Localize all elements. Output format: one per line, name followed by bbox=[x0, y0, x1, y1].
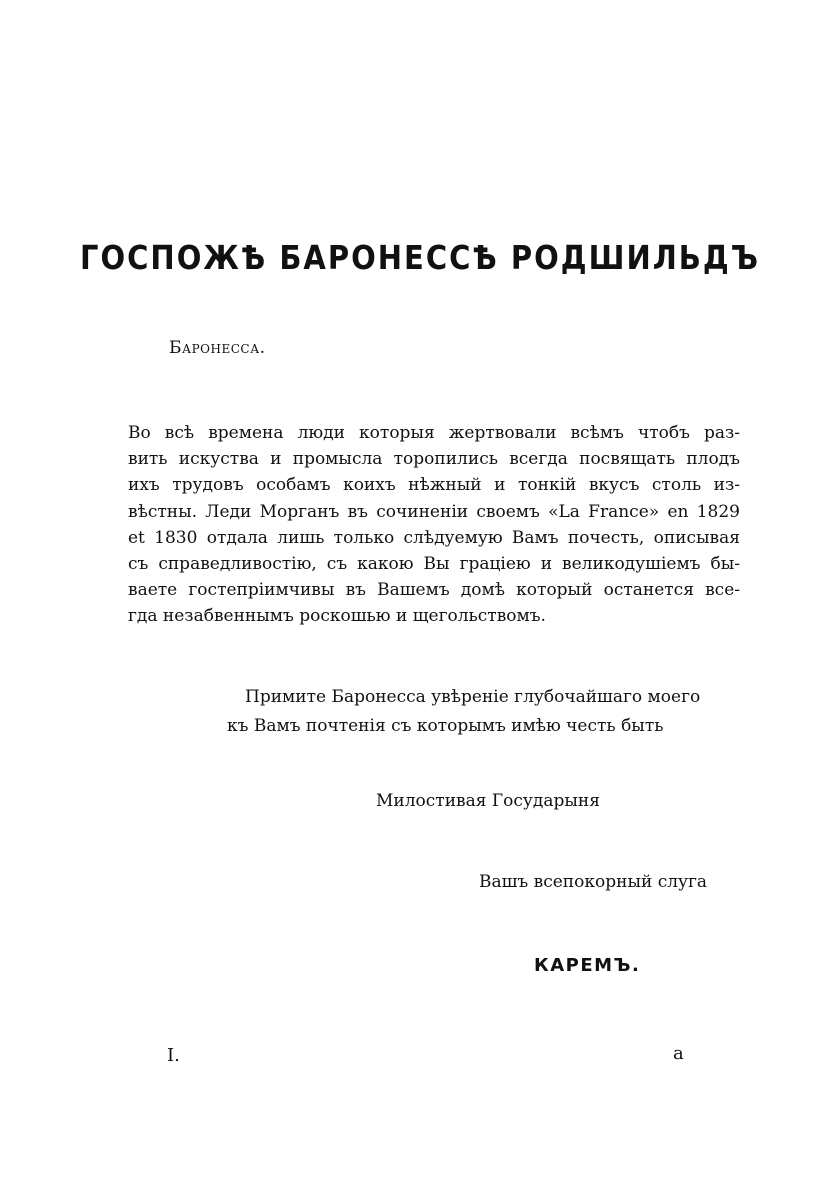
signature-mark-right: a bbox=[673, 1043, 684, 1064]
body-line: ихъ трудовъ особамъ коихъ нѣжный и тонкій вкусъ столь из- bbox=[128, 475, 740, 496]
body-line: гда незабвеннымъ роскошью и щегольствомъ. bbox=[128, 606, 546, 627]
body-line: et 1830 отдала лишь только слѣдуемую Вамъ почесть, описывая bbox=[128, 527, 740, 548]
body-line: вѣстны. Леди Морганъ въ сочиненіи своемъ «La France» en 1829 bbox=[128, 501, 740, 522]
page-title: ГОСПОЖѢ БАРОНЕССѢ РОДШИЛЬДЪ bbox=[80, 238, 760, 278]
complimentary-close: Вашъ всепокорный слуга bbox=[479, 872, 708, 892]
letter-body bbox=[128, 420, 740, 630]
salutation: Баронесса. bbox=[169, 338, 266, 358]
body-line: ваете гостепріимчивы въ Вашемъ домѣ который останется все- bbox=[128, 580, 740, 601]
body-line: вить искуства и промысла торопились всегда посвящать плодъ bbox=[128, 449, 740, 470]
body-line: съ справедливостію, съ какою Вы граціею и великодушіемъ бы- bbox=[128, 554, 740, 575]
form-of-address: Милостивая Государыня bbox=[376, 791, 600, 811]
signature: КАРЕМЪ. bbox=[534, 955, 641, 976]
closing-line: Примите Баронесса увѣреніе глубочайшаго моего bbox=[245, 687, 701, 707]
closing-line: къ Вамъ почтенія съ которымъ имѣю честь быть bbox=[227, 716, 664, 736]
closing-paragraph bbox=[227, 683, 737, 741]
signature-mark-left: I. bbox=[167, 1045, 180, 1066]
body-line: Во всѣ времена люди которыя жертвовали всѣмъ чтобъ раз- bbox=[128, 423, 740, 443]
